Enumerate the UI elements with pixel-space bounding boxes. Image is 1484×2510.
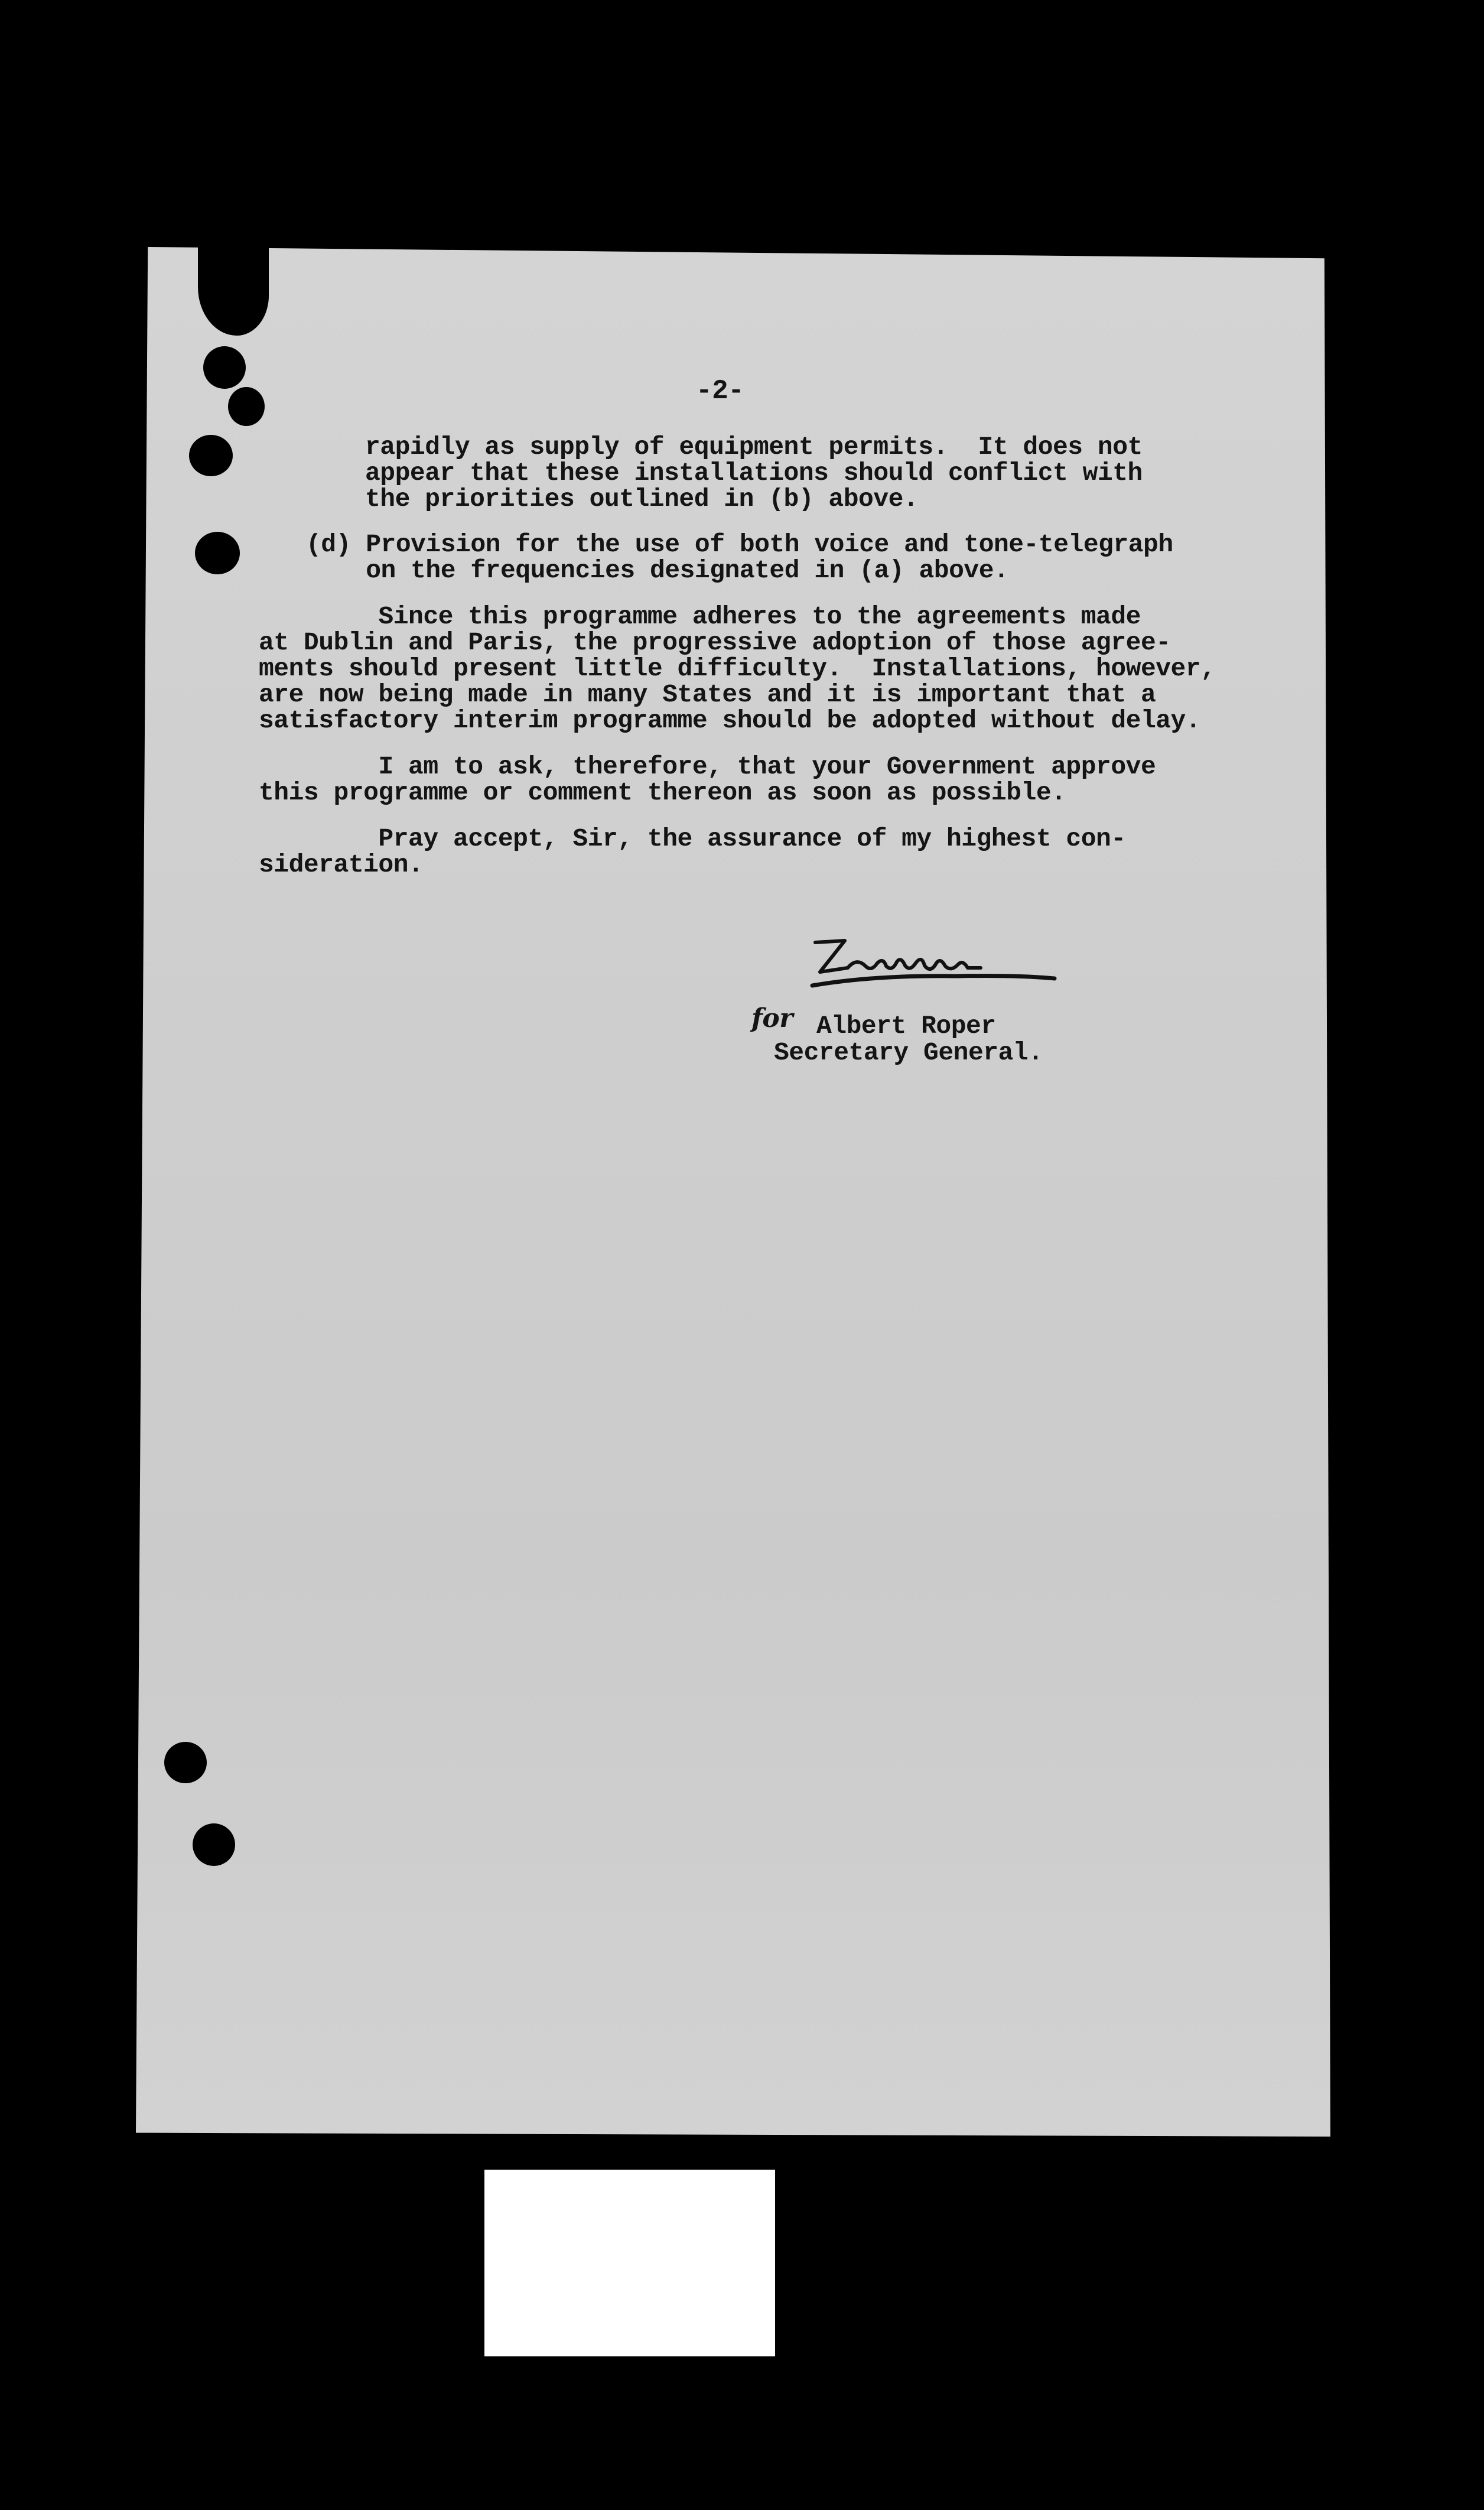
paragraph-since-line-5: satisfactory interim programme should be adopted without delay. <box>259 706 1201 735</box>
paragraph-c-line-2: appear that these installations should conflict with <box>365 459 1143 487</box>
paragraph-d-line-2: on the frequencies designated in (a) above. <box>306 556 1009 585</box>
punch-hole-1 <box>203 346 246 389</box>
white-card <box>484 2170 775 2356</box>
signatory-title: Secretary General. <box>774 1038 1043 1067</box>
punch-hole-2 <box>228 387 265 426</box>
punch-hole-4 <box>195 532 240 574</box>
signatory-name: Albert Roper <box>816 1012 996 1041</box>
page-number: -2- <box>696 376 744 407</box>
handwritten-signature <box>803 916 1063 993</box>
paragraph-since-line-2: at Dublin and Paris, the progressive adoption of those agree- <box>259 628 1171 657</box>
paragraph-c-line-1: rapidly as supply of equipment permits. It does not <box>365 433 1143 461</box>
punch-hole-5 <box>164 1742 207 1783</box>
punch-hole-6 <box>193 1823 235 1866</box>
paragraph-ask-line-1: I am to ask, therefore, that your Government approve <box>259 752 1156 781</box>
paragraph-pray-line-1: Pray accept, Sir, the assurance of my highest con- <box>259 824 1126 853</box>
paragraph-pray-line-2: sideration. <box>259 850 424 879</box>
paragraph-c-line-3: the priorities outlined in (b) above. <box>365 485 919 513</box>
paragraph-since-line-4: are now being made in many States and it is important that a <box>259 680 1156 709</box>
punch-hole-3 <box>189 435 233 476</box>
paragraph-since-line-3: ments should present little difficulty. Installations, however, <box>259 654 1216 683</box>
paragraph-since-line-1: Since this programme adheres to the agreements made <box>259 602 1141 631</box>
paragraph-ask-line-2: this programme or comment thereon as soon as possible. <box>259 778 1066 807</box>
paragraph-d-line-1: (d) Provision for the use of both voice and tone-telegraph <box>306 530 1173 559</box>
for-mark: for <box>751 1003 793 1033</box>
